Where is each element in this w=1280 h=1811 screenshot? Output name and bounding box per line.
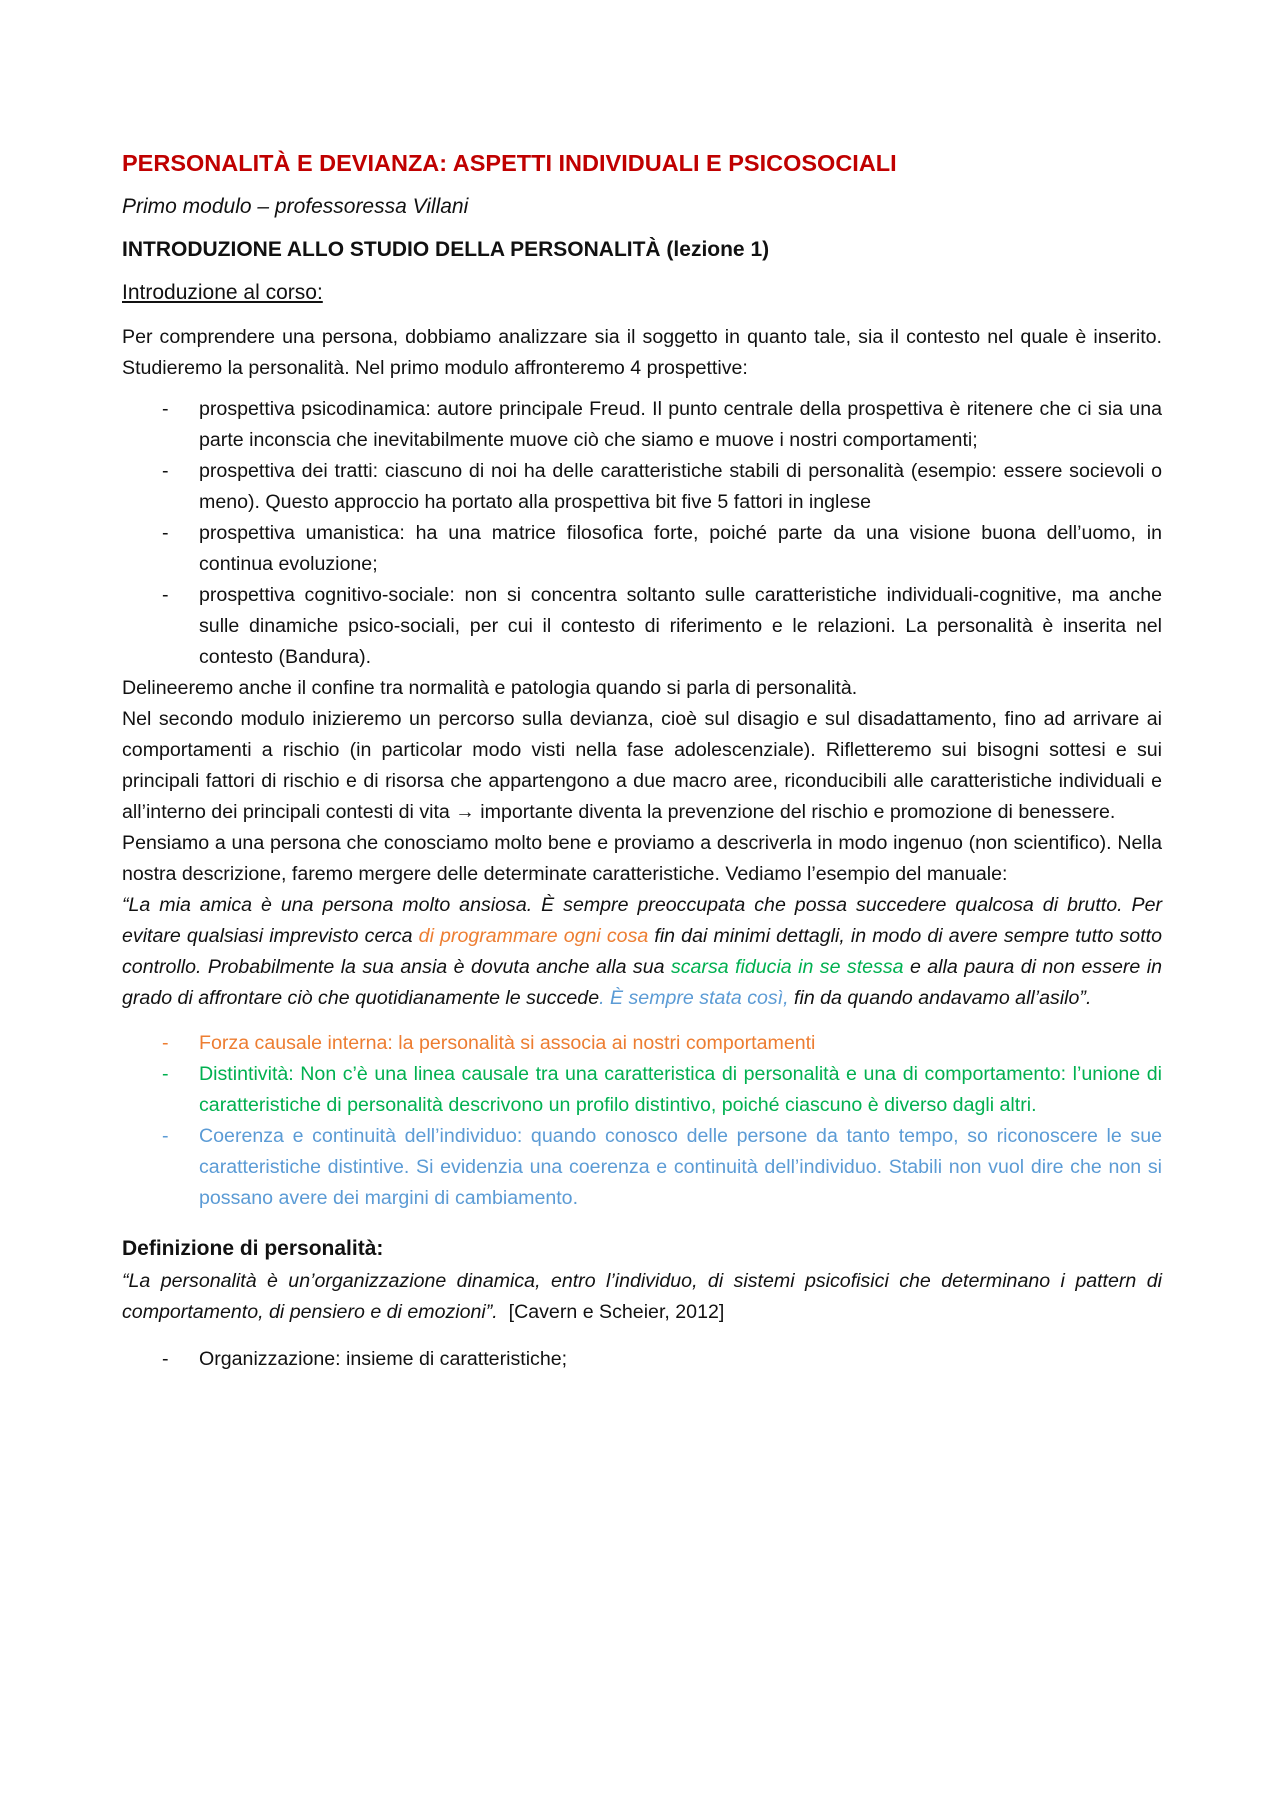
list-item: [122, 1344, 1162, 1375]
dash-bullet: -: [162, 460, 169, 482]
document-page: [122, 148, 1162, 1375]
intro-paragraph: Per comprendere una persona, dobbiamo analizzare sia il soggetto in quanto tale, sia il contesto nel quale è inserito. Studieremo la personalità. Nel primo modulo affronteremo 4 prospettive:: [122, 326, 1162, 379]
list-item: [122, 1059, 1162, 1121]
section-heading: INTRODUZIONE ALLO STUDIO DELLA PERSONALITÀ (lezione 1): [122, 238, 770, 261]
list-item: [122, 394, 1162, 456]
definition-reference: [Cavern e Scheier, 2012]: [508, 1301, 725, 1323]
dash-bullet: -: [162, 1348, 169, 1370]
quote-text: fin da quando andavamo all’asilo”.: [788, 987, 1092, 1009]
dash-bullet: -: [162, 398, 169, 420]
dash-bullet: -: [162, 1125, 169, 1147]
quote-highlight-orange: di programmare ogni cosa: [418, 925, 649, 947]
quote-text: fin dai minimi dettagli, in modo di avere sempre tutto sotto controllo. Probabilmente la sua ansia è dovuta anche alla sua: [122, 925, 1162, 978]
manual-example-quote: [122, 890, 1162, 1014]
list-item: [122, 1028, 1162, 1059]
list-item-text: prospettiva cognitivo-sociale: non si concentra soltanto sulle caratteristiche individuali-cognitive, ma anche sulle dinamiche psico-sociali, per cui il contesto di riferimento e le relazioni. La personalità è inserita nel contesto (Bandura).: [199, 584, 1162, 668]
list-item-text: prospettiva psicodinamica: autore principale Freud. Il punto centrale della prospettiva è ritenere che ci sia una parte inconscia che inevitabilmente muove ciò che siamo e muove i nostri comportamenti;: [199, 398, 1162, 451]
list-item-text: Organizzazione: insieme di caratteristiche;: [199, 1348, 568, 1370]
definition-paragraph: [122, 1266, 1162, 1328]
list-item-text: Forza causale interna: la personalità si associa ai nostri comportamenti: [199, 1032, 816, 1054]
list-item-text: Distintività: Non c’è una linea causale tra una caratteristica di personalità e una di comportamento: l’unione di caratteristiche di personalità descrivono un profilo distintivo, poiché ciascuno è diverso dagli altri.: [199, 1063, 1162, 1116]
quote-text: “La mia amica è una persona molto ansiosa. È sempre preoccupata che possa succedere qualcosa di brutto. Per evitare qualsiasi imprevisto cerca: [122, 894, 1162, 947]
confine-paragraph: Delineeremo anche il confine tra normalità e patologia quando si parla di personalità.: [122, 677, 858, 699]
features-list: [122, 1028, 1162, 1214]
list-item-text: prospettiva dei tratti: ciascuno di noi ha delle caratteristiche stabili di personalità (esempio: essere socievoli o meno). Questo approccio ha portato alla prospettiva bit five 5 fattori in inglese: [199, 460, 1162, 513]
definition-quote: “La personalità è un’organizzazione dinamica, entro l’individuo, di sistemi psicofisici che determinano i pattern di comportamento, di pensiero e di emozioni”.: [122, 1270, 1162, 1323]
document-title: PERSONALITÀ E DEVIANZA: ASPETTI INDIVIDUALI E PSICOSOCIALI: [122, 150, 897, 176]
list-item: [122, 518, 1162, 580]
list-item-text: prospettiva umanistica: ha una matrice filosofica forte, poiché parte da una visione buona dell’uomo, in continua evoluzione;: [199, 522, 1162, 575]
document-subtitle: Primo modulo – professoressa Villani: [122, 195, 469, 218]
dash-bullet: -: [162, 522, 169, 544]
definition-heading: Definizione di personalità:: [122, 1237, 384, 1260]
list-item: [122, 456, 1162, 518]
definition-list: [122, 1344, 1162, 1375]
intro-heading: Introduzione al corso:: [122, 281, 323, 304]
quote-highlight-green: scarsa fiducia in se stessa: [670, 956, 904, 978]
dash-bullet: -: [162, 1063, 169, 1085]
dash-bullet: -: [162, 1032, 169, 1054]
list-item: [122, 580, 1162, 673]
second-module-paragraph: Nel secondo modulo inizieremo un percorso sulla devianza, cioè sul disagio e sul disadattamento, fino ad arrivare ai comportamenti a rischio (in particolar modo visti nella fase adolescenziale). Rifletteremo sui bisogni sottesi e sui principali fattori di rischio e di risorsa che appartengono a due macro aree, riconducibili alle caratteristiche individuali e all’interno dei principali contesti di vita → importante diventa la prevenzione del rischio e promozione di benessere.: [122, 708, 1162, 823]
quote-text: e alla paura di non essere in grado di affrontare ciò che quotidianamente le succede: [122, 956, 1162, 1009]
dash-bullet: -: [162, 584, 169, 606]
quote-highlight-blue: . È sempre stata così,: [599, 987, 789, 1009]
perspectives-list: [122, 394, 1162, 673]
list-item-text: Coerenza e continuità dell’individuo: quando conosco delle persone da tanto tempo, so riconoscere le sue caratteristiche distintive. Si evidenzia una coerenza e continuità dell’individuo. Stabili non vuol dire che non si possano avere dei margini di cambiamento.: [199, 1125, 1162, 1209]
example-intro-paragraph: Pensiamo a una persona che conosciamo molto bene e proviamo a descriverla in modo ingenuo (non scientifico). Nella nostra descrizione, faremo mergere delle determinate caratteristiche. Vediamo l’esempio del manuale:: [122, 832, 1162, 885]
list-item: [122, 1121, 1162, 1214]
